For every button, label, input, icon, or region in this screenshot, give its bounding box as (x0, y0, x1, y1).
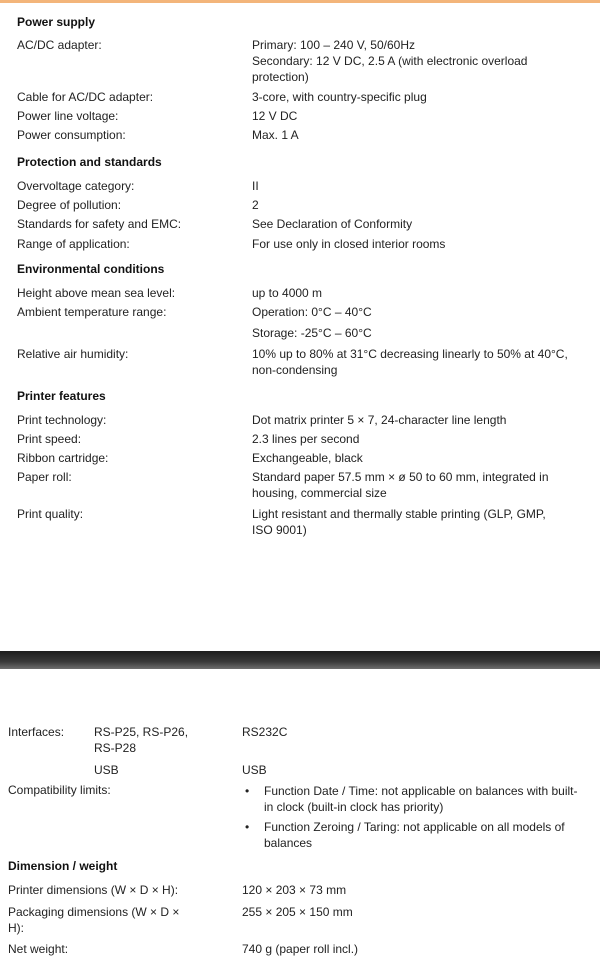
compat-item1-line1: Function Date / Time: not applicable on balances with built- (264, 784, 578, 798)
pack-dim-label-1: Packaging dimensions (W × D × (8, 905, 180, 919)
adapter-secondary-2: protection) (252, 70, 309, 84)
temp-label: Ambient temperature range: (17, 305, 167, 319)
quality-label: Print quality: (17, 507, 84, 521)
dimension-heading: Dimension / weight (8, 859, 118, 873)
compat-item2-line1: Function Zeroing / Taring: not applicable on all models of (264, 820, 565, 834)
standards-value: See Declaration of Conformity (252, 217, 413, 231)
compat-item1-line2: in clock (built-in clock has priority) (264, 800, 444, 814)
adapter-secondary-1: Secondary: 12 V DC, 2.5 A (with electronic overload (252, 54, 528, 68)
printer-dim-label: Printer dimensions (W × D × H): (8, 883, 179, 897)
humidity-value-1: 10% up to 80% at 31°C decreasing linearly to 50% at 40°C, (252, 347, 568, 361)
height-value: up to 4000 m (252, 286, 323, 300)
humidity-value-2: non-condensing (252, 363, 338, 377)
pack-dim-value: 255 × 205 × 150 mm (242, 905, 353, 919)
speed-value: 2.3 lines per second (252, 432, 360, 446)
printer-dim-value: 120 × 203 × 73 mm (242, 883, 347, 897)
pollution-label: Degree of pollution: (17, 198, 122, 212)
bullet-icon: • (245, 784, 250, 798)
power-supply-heading: Power supply (17, 15, 96, 29)
temp-storage: Storage: -25°C – 60°C (252, 326, 372, 340)
quality-value-1: Light resistant and thermally stable printing (GLP, GMP, (252, 507, 546, 521)
printer-heading: Printer features (17, 389, 106, 403)
list-item (245, 783, 590, 815)
line-voltage-label: Power line voltage: (17, 109, 119, 123)
consumption-label: Power consumption: (17, 128, 126, 142)
humidity-label: Relative air humidity: (17, 347, 129, 361)
adapter-label: AC/DC adapter: (17, 38, 102, 52)
list-item (245, 819, 590, 851)
standards-label: Standards for safety and EMC: (17, 217, 182, 231)
interfaces-models-usb: USB (94, 763, 119, 777)
temp-operation: Operation: 0°C – 40°C (252, 305, 372, 319)
bullet-icon: • (245, 820, 250, 834)
interfaces-models-2: RS-P28 (94, 741, 137, 755)
range-value: For use only in closed interior rooms (252, 237, 446, 251)
weight-label: Net weight: (8, 942, 69, 956)
top-accent-rule (0, 0, 600, 3)
paper-value-1: Standard paper 57.5 mm × ø 50 to 60 mm, integrated in (252, 470, 549, 484)
interfaces-label: Interfaces: (8, 725, 65, 739)
overvoltage-value: II (252, 179, 259, 193)
pollution-value: 2 (252, 198, 259, 212)
consumption-value: Max. 1 A (252, 128, 299, 142)
paper-label: Paper roll: (17, 470, 72, 484)
interfaces-value-rs: RS232C (242, 725, 288, 739)
environment-heading: Environmental conditions (17, 262, 165, 276)
paper-value-2: housing, commercial size (252, 486, 387, 500)
ribbon-label: Ribbon cartridge: (17, 451, 109, 465)
line-voltage-value: 12 V DC (252, 109, 298, 123)
height-label: Height above mean sea level: (17, 286, 176, 300)
ribbon-value: Exchangeable, black (252, 451, 363, 465)
tech-value: Dot matrix printer 5 × 7, 24-character line length (252, 413, 507, 427)
compat-label: Compatibility limits: (8, 783, 111, 797)
overvoltage-label: Overvoltage category: (17, 179, 135, 193)
interfaces-models-1: RS-P25, RS-P26, (94, 725, 189, 739)
pack-dim-label-2: H): (8, 921, 24, 935)
interfaces-value-usb: USB (242, 763, 267, 777)
range-label: Range of application: (17, 237, 130, 251)
protection-heading: Protection and standards (17, 155, 162, 169)
speed-label: Print speed: (17, 432, 82, 446)
adapter-primary: Primary: 100 – 240 V, 50/60Hz (252, 38, 415, 52)
compat-list (245, 783, 590, 851)
tech-label: Print technology: (17, 413, 107, 427)
quality-value-2: ISO 9001) (252, 523, 307, 537)
cable-label: Cable for AC/DC adapter: (17, 90, 154, 104)
cable-value: 3-core, with country-specific plug (252, 90, 427, 104)
page-break-band (0, 651, 600, 669)
weight-value: 740 g (paper roll incl.) (242, 942, 359, 956)
compat-item2-line2: balances (264, 836, 313, 850)
